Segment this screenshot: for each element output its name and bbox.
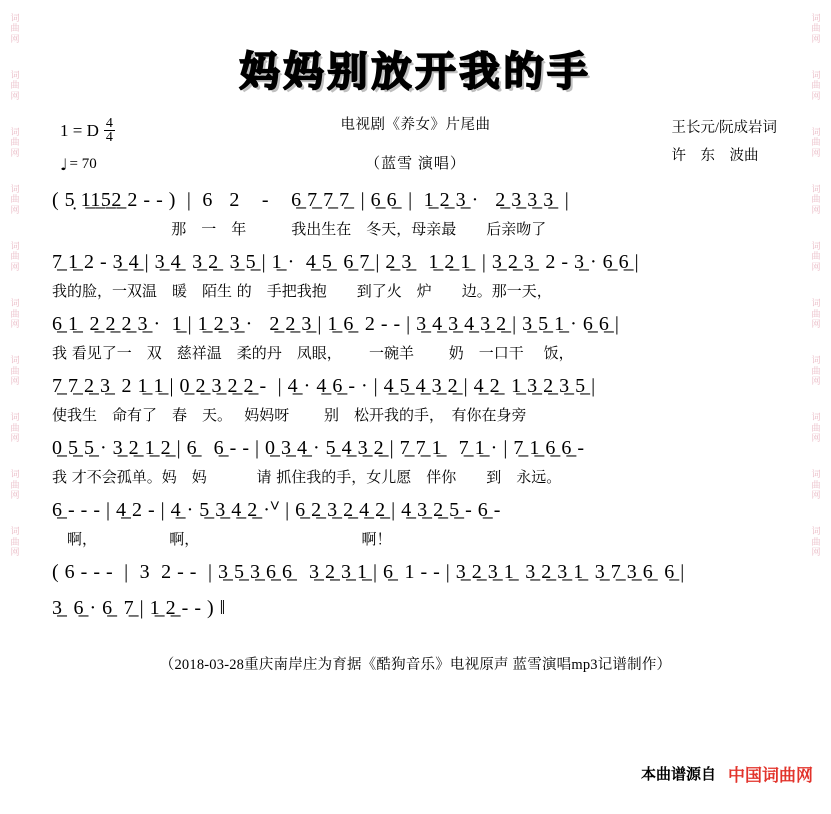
music-row (52, 495, 779, 551)
watermark-text: 词曲网 (811, 356, 821, 387)
notation-line: 6̲ - - - | 4̲ 2 - | 4̲ · 5̲ 3̲ 4̲ 2̲ ·ⱽ | 6̲ 2̲ 3̲ 2̲ 4̲ 2̲ | 4̲ 3̲ 2̲ 5̲ - 6̲ - (52, 499, 501, 521)
watermark-text: 词曲网 (10, 242, 20, 273)
watermark-text: 词曲网 (10, 14, 20, 45)
watermark-text: 词曲网 (811, 185, 821, 216)
music-body (38, 185, 793, 623)
notation-line: 0̲ 5̲ 5̲ · 3̲ 2̲ 1̲ 2̲ | 6̲ 6̲ - - | 0̲ 3̲ 4̲ · 5̲ 4̲ 3̲ 2̲ | 7̲ 7̲ 1̲ 7̲ 1̲ · | 7̲ 1̲ 6̲ 6̲ - (52, 437, 585, 459)
author-credits (671, 115, 777, 170)
watermark-text: 词曲网 (10, 470, 20, 501)
music-row (52, 371, 779, 427)
notation-line: ( 6 - - - | 3 2 - - | 3̲ 5̲ 3̲ 6̲ 6̲ 3̲ 2̲ 3̲ 1̲ | 6̲ 1 - - | 3̲ 2̲ 3̲ 1̲ 3̲ 2̲ 3̲ 1̲ 3̲ 7̲ 3̲ 6̲ 6̲ | (52, 561, 685, 583)
watermark-column-left (2, 0, 28, 814)
music-row (52, 433, 779, 489)
watermark-text: 词曲网 (10, 356, 20, 387)
singer-credit: （蓝雪 演唱） (365, 156, 466, 172)
watermark-text: 词曲网 (10, 128, 20, 159)
lyric-line: 使我生 命有了 春 天。 妈妈呀 别 松开我的手， 有你在身旁 (52, 406, 527, 424)
watermark-column-right (803, 0, 829, 814)
notation-line: 7̲ 7̲ 2̲ 3̲ 2 1̲ 1̲ | 0̲ 2̲ 3̲ 2̲ 2̲ - | 4̲ · 4̲ 6̲ - · | 4̲ 5̲ 4̲ 3̲ 2̲ | 4̲ 2̲ 1̲ 3̲ 2̲ 3̲ 5̲ | (52, 375, 596, 397)
music-row (52, 185, 779, 241)
watermark-text: 词曲网 (811, 527, 821, 558)
watermark-text: 词曲网 (811, 71, 821, 102)
lyric-line: 啊， 啊， 啊！ (52, 530, 392, 548)
key-signature-label: 1 = D (60, 120, 99, 140)
page-title: 妈妈别放开我的手 (239, 49, 592, 95)
time-signature-numerator: 4 (105, 116, 113, 131)
score-content (38, 0, 793, 814)
watermark-text: 词曲网 (10, 299, 20, 330)
notation-line: 6̲ 1̲ 2̲ 2̲ 2̲ 3̲ · 1̲ | 1̲ 2̲ 3̲ · 2̲ 2̲ 3̲ | 1̲ 6̲ 2 - - | 3̲ 4̲ 3̲ 4̲ 3̲ 2̲ | 3̲ 5̲ 1̲ · 6̲ 6̲ | (52, 313, 620, 335)
score-header (38, 113, 793, 179)
lyric-line: 我的脸，一双温 暖 陌生 的 手把我抱 到了火 炉 边。那一天， (52, 282, 552, 300)
lyric-line: 我 才不会孤单。妈 妈 请 抓住我的手，女儿愿 伴你 到 永远。 (52, 468, 562, 486)
watermark-text: 词曲网 (811, 128, 821, 159)
watermark-text: 词曲网 (811, 242, 821, 273)
notation-line: 3̲ 6̲ · 6̲ 7̲ | 1̲ 2̲ - - ) ‖ (52, 597, 226, 619)
drama-subtitle: 电视剧《养女》片尾曲 (340, 117, 491, 133)
tempo-value: = 70 (69, 155, 97, 172)
transcription-note: （2018-03-28重庆南岸庄为育据《酷狗音乐》电视原声 蓝雪演唱mp3记谱制作） (159, 657, 672, 673)
composer-credit: 许 东 波曲 (671, 147, 759, 164)
lyric-line: 我 看见了一 双 慈祥温 柔的丹 凤眼， 一碗羊 奶 一口干 饭， (52, 344, 574, 362)
watermark-text: 词曲网 (10, 527, 20, 558)
lyric-line: 那 一 年 我出生在 冬天，母亲最 后亲吻了 (52, 220, 547, 238)
lyricist-credit: 王长元/阮成岩词 (671, 120, 777, 136)
music-row (52, 557, 779, 587)
music-row (52, 247, 779, 303)
music-row (52, 593, 779, 623)
notation-line: 7̲ 1̲ 2 - 3̲ 4̲ | 3̲ 4̲ 3̲ 2̲ 3̲ 5̲ | 1̲ · 4̲ 5̲ 6̲ 7̲ | 2̲ 3̲ 1̲ 2̲ 1̲ | 3̲ 2̲ 3̲ 2 - 3̲ · 6̲ 6̲ | (52, 251, 640, 273)
quarter-note-icon: ♩ (60, 154, 68, 174)
watermark-text: 词曲网 (10, 185, 20, 216)
source-label: 本曲谱源自 (640, 767, 716, 783)
music-row (52, 309, 779, 365)
source-attribution (641, 761, 813, 786)
watermark-text: 词曲网 (811, 299, 821, 330)
time-signature-denominator: 4 (105, 130, 113, 146)
source-site-link[interactable]: 中国词曲网 (728, 766, 813, 785)
notation-line: ( 5̣ 1̲1̲5̲2̲ 2 - - ) | 6 2 - 6̲ 7̲ 7̲ 7̲ | 6̲ 6̲ | 1̲ 2̲ 3̲ · 2̲ 3̲ 3̲ 3̲ | (52, 189, 570, 211)
watermark-text: 词曲网 (10, 71, 20, 102)
watermark-text: 词曲网 (811, 14, 821, 45)
watermark-text: 词曲网 (811, 470, 821, 501)
watermark-text: 词曲网 (811, 413, 821, 444)
watermark-text: 词曲网 (10, 413, 20, 444)
